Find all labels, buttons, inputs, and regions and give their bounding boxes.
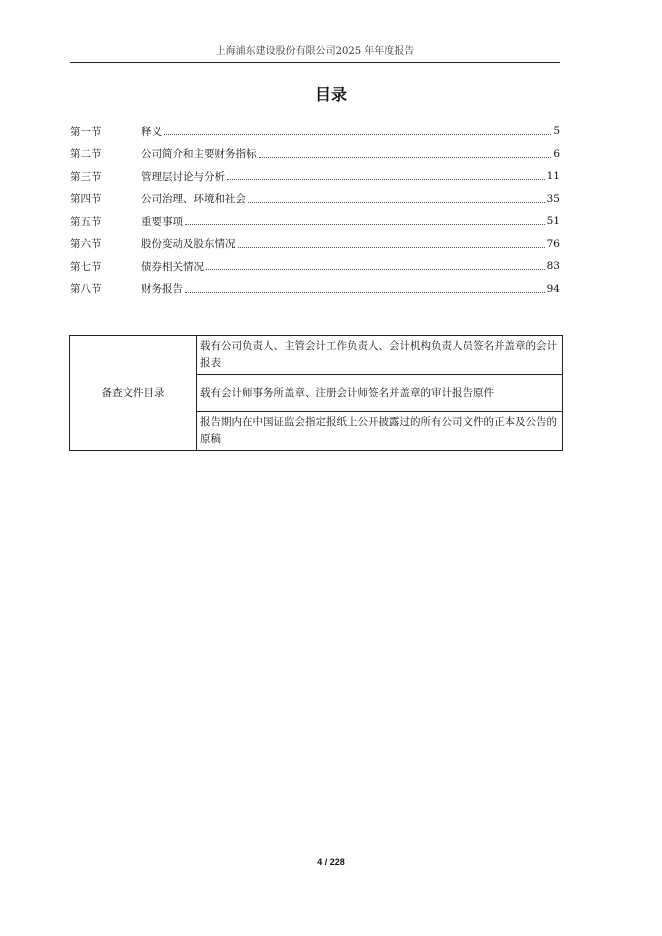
- toc-leader-dots: [185, 291, 545, 293]
- toc-section-number: 第三节: [70, 170, 102, 183]
- toc-page-number: 76: [546, 237, 560, 250]
- toc-page-number: 5: [553, 125, 560, 138]
- page-title: 目录: [314, 85, 347, 104]
- toc-entry[interactable]: [70, 233, 560, 256]
- toc-page-number: 11: [546, 170, 560, 183]
- toc-section-title: 释义: [141, 125, 162, 138]
- toc-section-title: 重要事项: [141, 215, 183, 228]
- table-of-contents: [70, 120, 560, 300]
- toc-entry[interactable]: [70, 120, 560, 143]
- toc-section-title: 公司简介和主要财务指标: [141, 148, 257, 161]
- toc-section-title: 管理层讨论与分析: [141, 170, 225, 183]
- toc-leader-dots: [238, 246, 545, 248]
- toc-section-number: 第四节: [70, 193, 102, 206]
- toc-leader-dots: [206, 268, 545, 270]
- toc-section-title: 财务报告: [141, 283, 183, 296]
- toc-entry[interactable]: [70, 143, 560, 166]
- page-number-footer: 4 / 228: [317, 857, 345, 867]
- toc-page-number: 83: [546, 260, 560, 273]
- toc-entry[interactable]: [70, 210, 560, 233]
- reference-documents-heading: 备查文件目录: [70, 336, 197, 451]
- toc-page-number: 51: [546, 215, 560, 228]
- toc-section-number: 第二节: [70, 148, 102, 161]
- toc-section-number: 第八节: [70, 283, 102, 296]
- toc-section-number: 第六节: [70, 238, 102, 251]
- reference-document-item: 报告期内在中国证监会指定报纸上公开披露过的所有公司文件的正本及公告的原稿: [197, 412, 563, 451]
- toc-leader-dots: [164, 133, 551, 135]
- toc-section-number: 第七节: [70, 260, 102, 273]
- toc-leader-dots: [248, 201, 545, 203]
- toc-section-title: 股份变动及股东情况: [141, 238, 236, 251]
- toc-leader-dots: [185, 223, 545, 225]
- toc-section-number: 第五节: [70, 215, 102, 228]
- toc-section-number: 第一节: [70, 125, 102, 138]
- toc-page-number: 94: [546, 282, 560, 295]
- toc-section-title: 债券相关情况: [141, 260, 204, 273]
- toc-entry[interactable]: [70, 255, 560, 278]
- page-header: 上海浦东建设股份有限公司2025 年年度报告: [70, 42, 560, 63]
- reference-documents-table: [69, 335, 563, 451]
- toc-page-number: 35: [546, 192, 560, 205]
- toc-entry[interactable]: [70, 165, 560, 188]
- toc-page-number: 6: [553, 147, 560, 160]
- reference-document-item: 载有公司负责人、主管会计工作负责人、会计机构负责人员签名并盖章的会计报表: [197, 336, 563, 375]
- toc-entry[interactable]: [70, 278, 560, 301]
- toc-leader-dots: [227, 178, 545, 180]
- toc-section-title: 公司治理、环境和社会: [141, 193, 246, 206]
- toc-entry[interactable]: [70, 188, 560, 211]
- toc-leader-dots: [259, 156, 552, 158]
- reference-document-item: 载有会计师事务所盖章、注册会计师签名并盖章的审计报告原件: [197, 375, 563, 412]
